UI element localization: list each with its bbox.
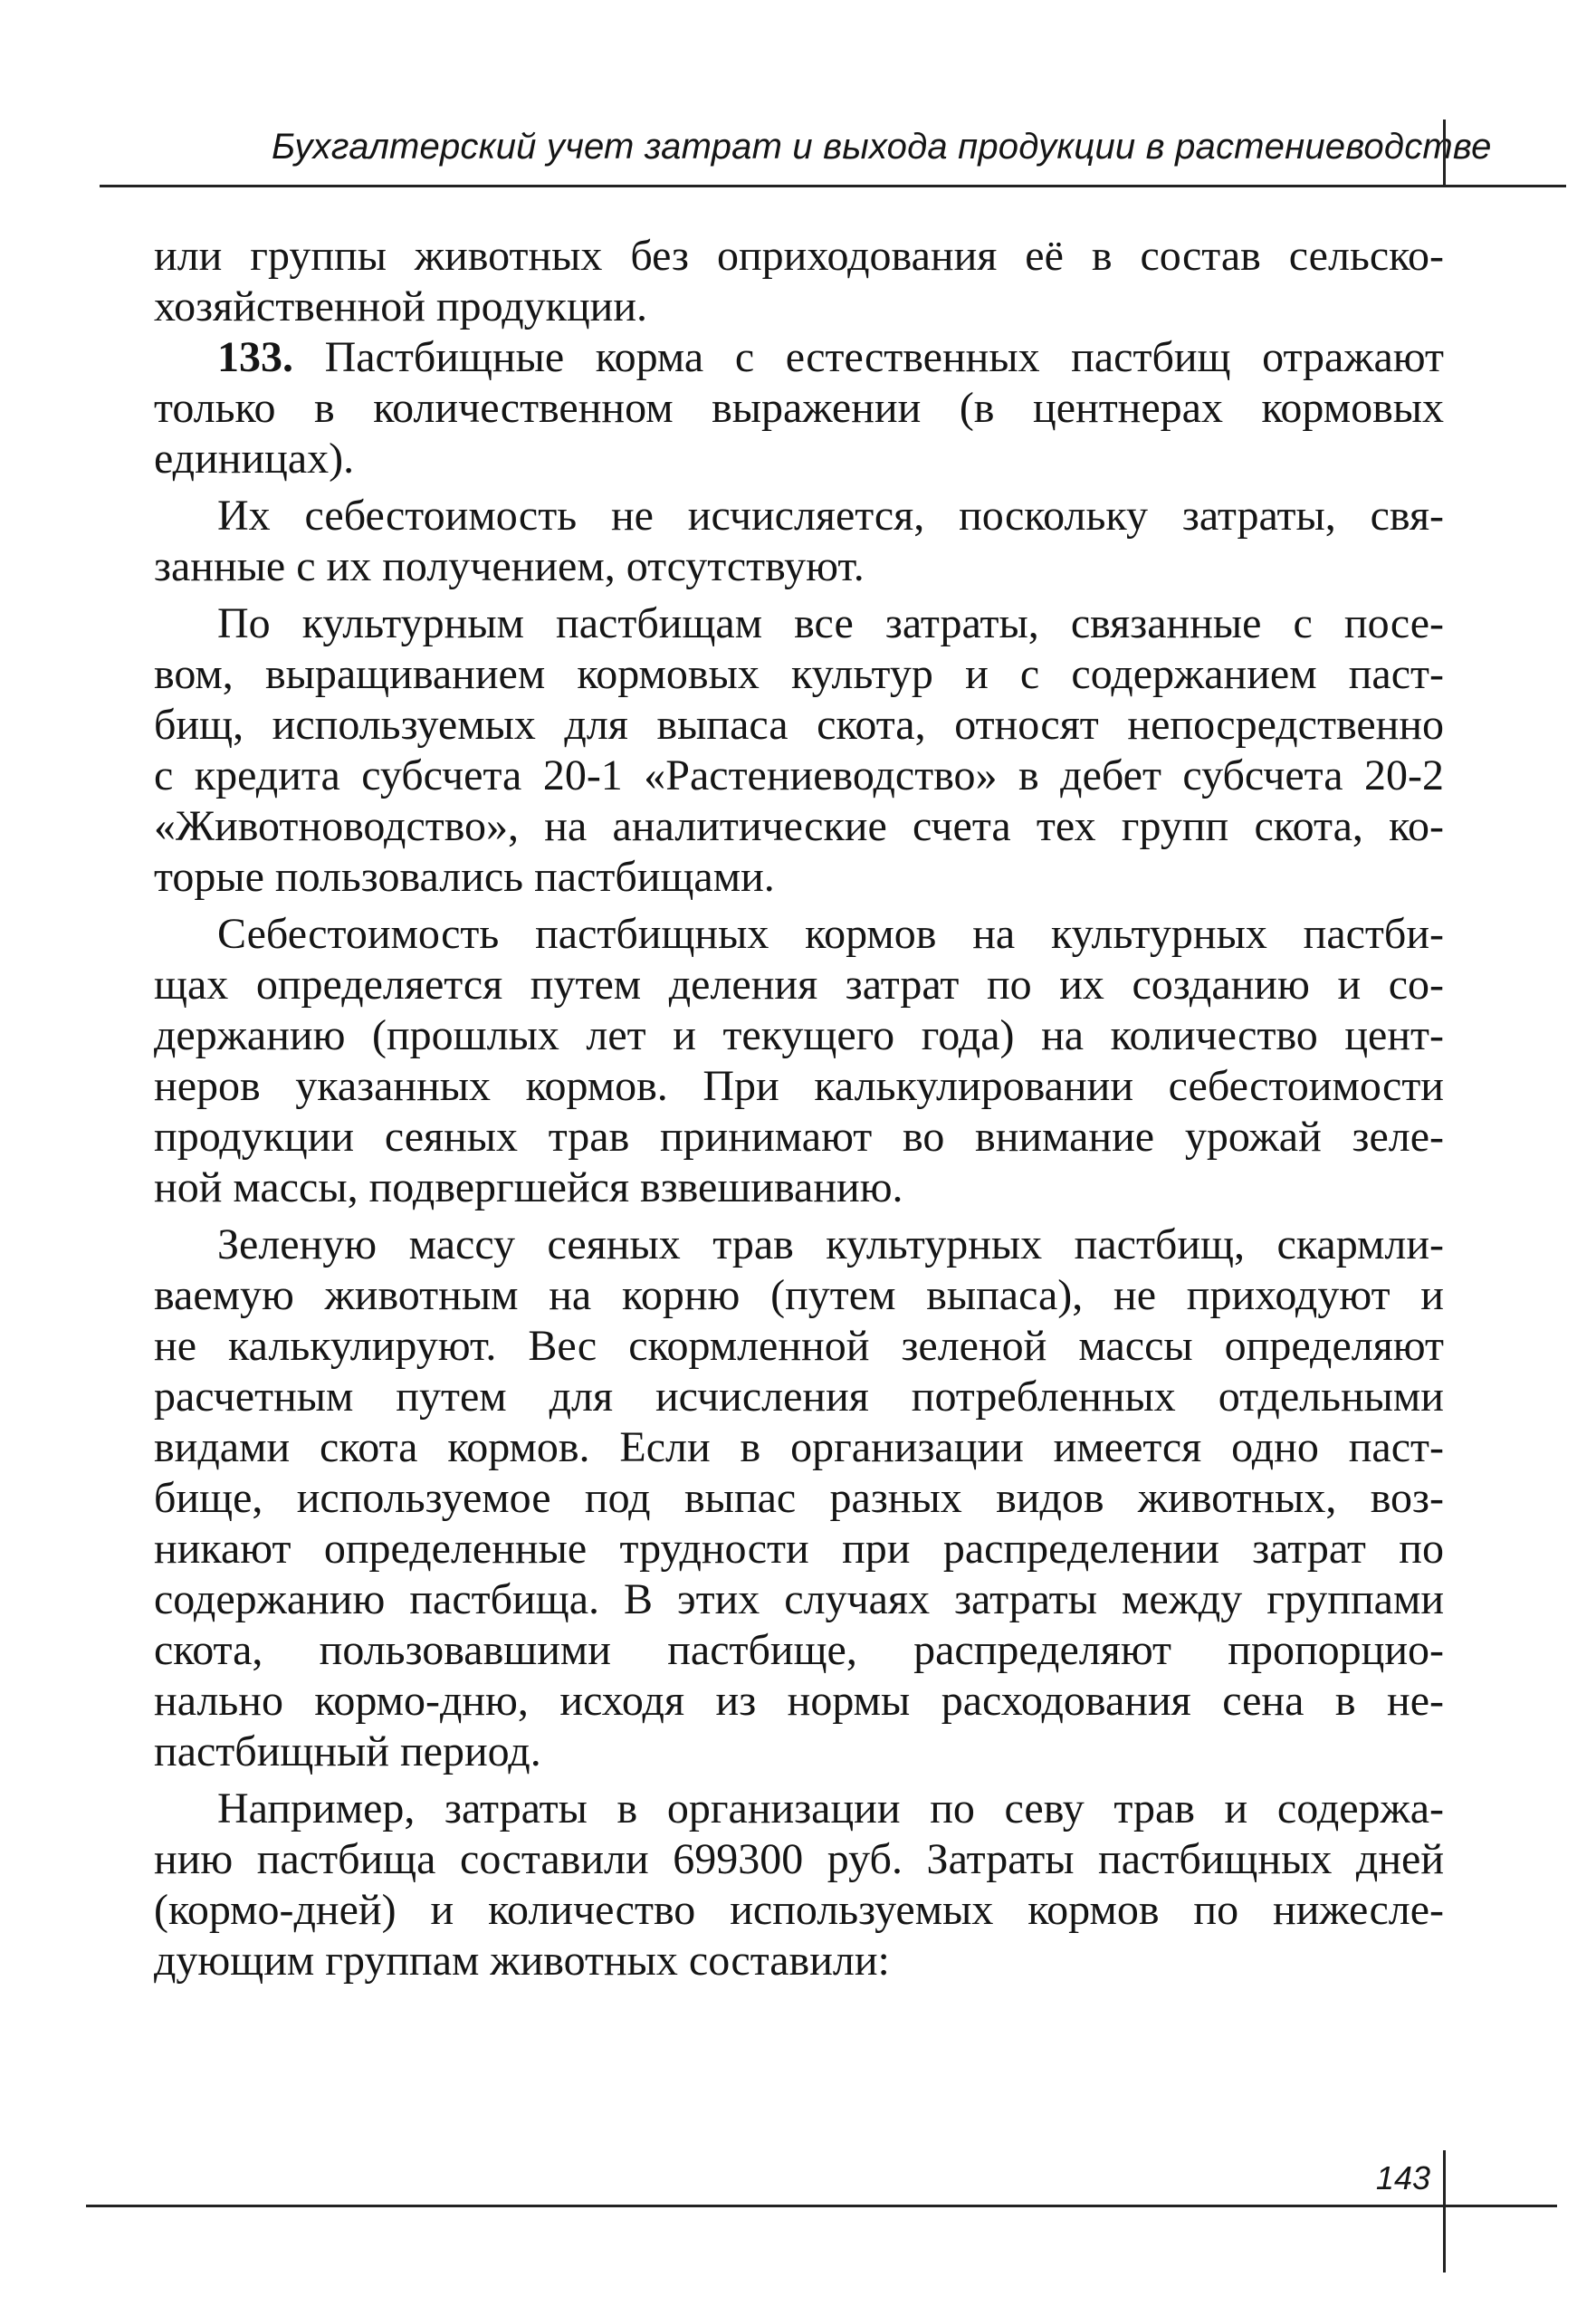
text-line: хозяйственной продукции.: [154, 282, 648, 330]
text-line: продукции сеяных трав принимают во внимание урожай зеле-: [154, 1113, 1444, 1161]
paragraph-number: 133.: [217, 333, 293, 381]
text-line: бищ, используемых для выпаса скота, относят непосредственно: [154, 701, 1444, 749]
text-line: видами скота кормов. Если в организации имеется одно паст-: [154, 1423, 1444, 1471]
text-line: дующим группам животных составили:: [154, 1937, 890, 1985]
footer-divider: [86, 2205, 1557, 2207]
running-title: Бухгалтерский учет затрат и выхода продукции в растениеводстве: [272, 127, 1492, 167]
page-body: [154, 231, 1444, 1986]
text-line: держанию (прошлых лет и текущего года) на количество цент-: [154, 1011, 1444, 1059]
text-line: вом, выращиванием кормовых культур и с содержанием паст-: [154, 650, 1444, 698]
footer-tick-mark: [1443, 2150, 1446, 2273]
text-line: нально кормо-дню, исходя из нормы расходования сена в не-: [154, 1677, 1444, 1725]
text-line: пастбищный период.: [154, 1727, 541, 1775]
text-line: торые пользовались пастбищами.: [154, 853, 775, 901]
text-line: или группы животных без оприходования её в состав сельско-: [154, 232, 1444, 280]
text-line: занные с их получением, отсутствуют.: [154, 542, 865, 590]
paragraph-3: [154, 491, 1444, 592]
text-line: [154, 332, 1444, 383]
paragraph-1: [154, 231, 1444, 332]
text-line-content: Пастбищные корма с естественных пастбищ отражают: [293, 333, 1444, 381]
text-line: никают определенные трудности при распределении затрат по: [154, 1525, 1444, 1573]
paragraph-6: [154, 1220, 1444, 1777]
text-line: (кормо-дней) и количество используемых кормов по нижесле-: [154, 1886, 1444, 1934]
text-line: единицах).: [154, 435, 355, 483]
text-line: не калькулируют. Вес скормленной зеленой массы определяют: [154, 1322, 1444, 1370]
text-line: с кредита субсчета 20-1 «Растениеводство» в дебет субсчета 20-2: [154, 751, 1444, 799]
paragraph-5: [154, 909, 1444, 1213]
text-line: расчетным путем для исчисления потребленных отдельными: [154, 1373, 1444, 1421]
text-line: ной массы, подвергшейся взвешиванию.: [154, 1163, 903, 1211]
text-line: Например, затраты в организации по севу трав и содержа-: [217, 1785, 1444, 1832]
text-line: Зеленую массу сеяных трав культурных пастбищ, скармли-: [217, 1220, 1444, 1268]
text-line: «Животноводство», на аналитические счета тех групп скота, ко-: [154, 802, 1444, 850]
page-number: 143: [1375, 2159, 1430, 2196]
text-line: содержанию пастбища. В этих случаях затраты между группами: [154, 1575, 1444, 1623]
text-line: щах определяется путем деления затрат по их созданию и со-: [154, 961, 1444, 1009]
text-line: Их себестоимость не исчисляется, поскольку затраты, свя-: [217, 492, 1444, 540]
text-line: По культурным пастбищам все затраты, связанные с посе-: [217, 599, 1444, 647]
text-line: неров указанных кормов. При калькулировании себестоимости: [154, 1062, 1444, 1110]
text-line: нию пастбища составили 699300 руб. Затраты пастбищных дней: [154, 1835, 1444, 1883]
paragraph-7: [154, 1784, 1444, 1986]
header-tick-mark: [1443, 120, 1446, 185]
text-line: бище, используемое под выпас разных видов животных, воз-: [154, 1474, 1444, 1522]
paragraph-133: [154, 332, 1444, 484]
text-line: Себестоимость пастбищных кормов на культурных пастби-: [217, 910, 1444, 958]
text-line: только в количественном выражении (в центнерах кормовых: [154, 384, 1444, 432]
text-line: скота, пользовавшими пастбище, распределяют пропорцио-: [154, 1626, 1444, 1674]
header-divider: [100, 185, 1566, 187]
paragraph-4: [154, 598, 1444, 903]
text-line: ваемую животным на корню (путем выпаса), не приходуют и: [154, 1271, 1444, 1319]
